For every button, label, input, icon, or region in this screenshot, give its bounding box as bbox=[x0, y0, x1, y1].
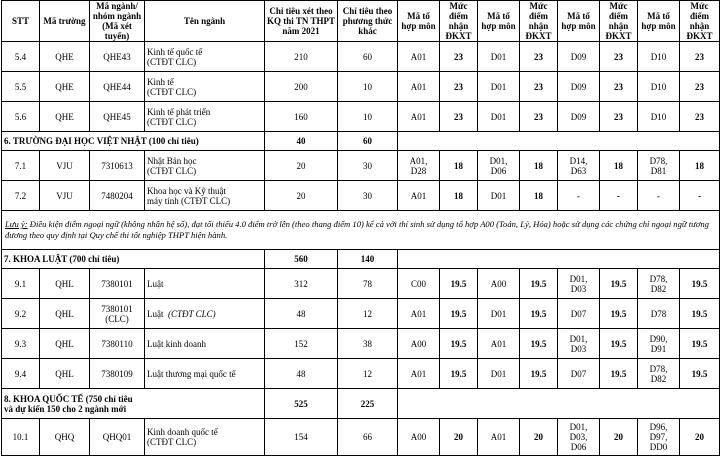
combo-line: D78, bbox=[649, 155, 668, 166]
combo-line: D01, bbox=[569, 422, 588, 432]
score-cell: 19.5 bbox=[520, 299, 558, 329]
score-cell: 19.5 bbox=[440, 359, 478, 389]
combo-cell: D07 bbox=[558, 359, 600, 389]
score-cell: 18 bbox=[520, 181, 558, 211]
table-row bbox=[2, 72, 720, 102]
name-cell bbox=[145, 72, 265, 102]
table-row bbox=[2, 102, 720, 132]
school-cell: VJU bbox=[40, 181, 90, 211]
name-cell bbox=[145, 151, 265, 181]
name-line: Khoa học và Kỹ thuật bbox=[147, 185, 226, 196]
name-cell bbox=[145, 42, 265, 72]
quota-cell: 10 bbox=[338, 72, 398, 102]
combo-cell: D10 bbox=[638, 42, 680, 72]
stt-cell: 7.2 bbox=[2, 181, 40, 211]
header-score: Mức điểm nhận ĐKXT bbox=[520, 1, 558, 42]
quota-cell: 200 bbox=[265, 72, 338, 102]
quota-cell: 60 bbox=[338, 42, 398, 72]
header-row bbox=[2, 1, 720, 42]
combo-cell: A01 bbox=[398, 42, 440, 72]
score-cell: 23 bbox=[600, 72, 638, 102]
combo-cell bbox=[398, 151, 440, 181]
name-cell bbox=[145, 102, 265, 132]
header-quota-other: Chỉ tiêu theo phương thức khác bbox=[338, 1, 398, 42]
combo-cell bbox=[558, 269, 600, 299]
table-row bbox=[2, 359, 720, 389]
table-row bbox=[2, 329, 720, 359]
header-school-code: Mã trường bbox=[40, 1, 90, 42]
name-line: Kinh tế quốc tế bbox=[147, 46, 203, 57]
combo-cell bbox=[638, 419, 680, 456]
combo-line: D90, bbox=[649, 333, 668, 344]
note-text: Điều kiện điểm ngoại ngữ (không nhân hệ số), đạt tối thiểu 4.0 điểm trở lên (theo thang điểm 10) kể cả với thí sinh sử dụng tổ hợp A00 (Toán, Lý, Hóa) hoặc sử dụng các chứng chỉ ngoại ngữ tương đương theo quy định tại Quy chế thi tốt nghiệp THPT hiện hành. bbox=[5, 219, 709, 240]
name-cell: Luật bbox=[145, 269, 265, 299]
combo-cell bbox=[558, 329, 600, 359]
name-line: (CTĐT CLC) bbox=[147, 56, 197, 67]
quota-cell: 152 bbox=[265, 329, 338, 359]
combo-cell: D10 bbox=[638, 72, 680, 102]
combo-cell bbox=[638, 329, 680, 359]
name-cell bbox=[145, 181, 265, 211]
combo-line: D06 bbox=[490, 165, 507, 176]
combo-cell bbox=[638, 151, 680, 181]
quota-cell: 30 bbox=[338, 151, 398, 181]
name-cell: Luật kinh doanh bbox=[145, 329, 265, 359]
combo-cell: A01 bbox=[478, 329, 520, 359]
score-cell: 19.5 bbox=[520, 359, 558, 389]
combo-cell: A01 bbox=[398, 299, 440, 329]
quota-cell: 30 bbox=[338, 181, 398, 211]
score-cell: 23 bbox=[520, 72, 558, 102]
stt-cell: 10.1 bbox=[2, 419, 40, 456]
quota-cell: 12 bbox=[338, 359, 398, 389]
score-cell: 20 bbox=[440, 419, 478, 456]
combo-cell: A00 bbox=[398, 419, 440, 456]
score-cell: 19.5 bbox=[600, 359, 638, 389]
section-quota: 60 bbox=[338, 132, 398, 151]
name-line: Kinh tế phát triển bbox=[147, 106, 211, 117]
code-cell: QHQ01 bbox=[90, 419, 145, 456]
combo-cell: D01 bbox=[478, 102, 520, 132]
note-cell bbox=[2, 211, 720, 250]
table-row bbox=[2, 419, 720, 456]
score-cell: 19.5 bbox=[680, 269, 720, 299]
combo-cell bbox=[558, 151, 600, 181]
score-cell: 19.5 bbox=[440, 329, 478, 359]
code-cell: QHE44 bbox=[90, 72, 145, 102]
section-title-line: và dự kiến 150 cho 2 ngành mới bbox=[4, 403, 127, 414]
stt-cell: 9.3 bbox=[2, 329, 40, 359]
name-line: Nhật Bản học bbox=[147, 155, 197, 166]
note-label: Lưu ý: bbox=[5, 219, 28, 229]
section-title bbox=[2, 389, 265, 419]
score-cell: 19.5 bbox=[680, 359, 720, 389]
section-quota: 140 bbox=[338, 250, 398, 269]
score-cell: 19.5 bbox=[600, 299, 638, 329]
section-row bbox=[2, 250, 720, 269]
section-row bbox=[2, 132, 720, 151]
combo-cell: A01 bbox=[478, 419, 520, 456]
header-major-name: Tên ngành bbox=[145, 1, 265, 42]
note-row bbox=[2, 211, 720, 250]
section-title-line: 8. KHOA QUỐC TẾ (750 chỉ tiêu bbox=[4, 393, 133, 404]
section-quota: 225 bbox=[338, 389, 398, 419]
combo-line: D78, bbox=[649, 363, 668, 374]
score-cell: 19.5 bbox=[440, 299, 478, 329]
combo-cell: A01 bbox=[398, 181, 440, 211]
header-score: Mức điểm nhận ĐKXT bbox=[440, 1, 478, 42]
score-cell: 20 bbox=[680, 419, 720, 456]
score-cell: 23 bbox=[440, 102, 478, 132]
score-cell: 23 bbox=[600, 42, 638, 72]
combo-cell: D10 bbox=[638, 102, 680, 132]
section-title: 6. TRƯỜNG ĐẠI HỌC VIỆT NHẬT (100 chỉ tiêu) bbox=[2, 132, 265, 151]
score-cell: 23 bbox=[440, 42, 478, 72]
combo-line: D03, bbox=[569, 432, 588, 442]
combo-cell: D09 bbox=[558, 42, 600, 72]
table-row bbox=[2, 42, 720, 72]
stt-cell: 7.1 bbox=[2, 151, 40, 181]
school-cell: QHL bbox=[40, 269, 90, 299]
combo-line: D01, bbox=[489, 155, 508, 166]
score-cell: 18 bbox=[520, 151, 558, 181]
combo-line: D63 bbox=[570, 165, 587, 176]
stt-cell: 9.1 bbox=[2, 269, 40, 299]
combo-cell: A00 bbox=[398, 329, 440, 359]
score-cell: 18 bbox=[440, 181, 478, 211]
quota-cell: 154 bbox=[265, 419, 338, 456]
combo-cell: A01 bbox=[398, 72, 440, 102]
combo-line: D06 bbox=[570, 442, 587, 452]
stt-cell: 9.2 bbox=[2, 299, 40, 329]
score-cell: - bbox=[680, 181, 720, 211]
table-row bbox=[2, 151, 720, 181]
combo-line: D82 bbox=[650, 283, 667, 294]
header-score: Mức điểm nhận ĐKXT bbox=[680, 1, 720, 42]
section-quota: 525 bbox=[265, 389, 338, 419]
score-cell: 19.5 bbox=[600, 269, 638, 299]
combo-cell: D01 bbox=[478, 72, 520, 102]
combo-cell: D01 bbox=[478, 181, 520, 211]
score-cell: 23 bbox=[520, 102, 558, 132]
combo-line: D91 bbox=[650, 343, 667, 354]
section-quota: 560 bbox=[265, 250, 338, 269]
combo-line: D01, bbox=[569, 333, 588, 344]
quota-cell: 12 bbox=[338, 299, 398, 329]
stt-cell: 5.4 bbox=[2, 42, 40, 72]
combo-line: D78, bbox=[649, 273, 668, 284]
combo-cell: D09 bbox=[558, 102, 600, 132]
combo-line: D03 bbox=[570, 343, 587, 354]
name-line: Kinh tế bbox=[147, 76, 174, 87]
code-line: (CLC) bbox=[105, 313, 129, 324]
quota-cell: 38 bbox=[338, 329, 398, 359]
combo-cell: D01 bbox=[478, 42, 520, 72]
header-quota-exam: Chỉ tiêu xét theo KQ thi TN THPT năm 2021 bbox=[265, 1, 338, 42]
quota-cell: 66 bbox=[338, 419, 398, 456]
header-combo: Mã tổ hợp môn bbox=[478, 1, 520, 42]
combo-cell bbox=[478, 151, 520, 181]
combo-line: D03 bbox=[570, 283, 587, 294]
combo-line: D82 bbox=[650, 373, 667, 384]
code-cell: QHE43 bbox=[90, 42, 145, 72]
score-cell: 19.5 bbox=[520, 329, 558, 359]
stt-cell: 5.5 bbox=[2, 72, 40, 102]
code-cell: 7380110 bbox=[90, 329, 145, 359]
school-cell: QHE bbox=[40, 72, 90, 102]
header-combo: Mã tổ hợp môn bbox=[638, 1, 680, 42]
combo-cell: D01 bbox=[478, 299, 520, 329]
name-cell: Luật thương mại quốc tế bbox=[145, 359, 265, 389]
quota-cell: 10 bbox=[338, 102, 398, 132]
table-row bbox=[2, 269, 720, 299]
score-cell: 19.5 bbox=[520, 269, 558, 299]
stt-cell: 9.4 bbox=[2, 359, 40, 389]
quota-cell: 312 bbox=[265, 269, 338, 299]
combo-line: D01, bbox=[569, 273, 588, 284]
quota-cell: 160 bbox=[265, 102, 338, 132]
combo-line: D96, bbox=[649, 422, 668, 432]
section-title: 7. KHOA LUẬT (700 chỉ tiêu) bbox=[2, 250, 265, 269]
combo-line: D97, bbox=[649, 432, 668, 442]
combo-line: D14, bbox=[569, 155, 588, 166]
school-cell: VJU bbox=[40, 151, 90, 181]
combo-cell bbox=[638, 359, 680, 389]
section-empty bbox=[398, 389, 720, 419]
code-cell bbox=[90, 299, 145, 329]
name-line: (CTĐT CLC) bbox=[147, 165, 197, 176]
section-empty bbox=[398, 132, 720, 151]
quota-cell: 48 bbox=[265, 359, 338, 389]
admission-table bbox=[1, 0, 720, 456]
section-empty bbox=[398, 250, 720, 269]
combo-cell: D01 bbox=[478, 359, 520, 389]
quota-cell: 78 bbox=[338, 269, 398, 299]
quota-cell: 20 bbox=[265, 181, 338, 211]
code-cell: 7380109 bbox=[90, 359, 145, 389]
table-row bbox=[2, 181, 720, 211]
section-quota: 40 bbox=[265, 132, 338, 151]
score-cell: 20 bbox=[520, 419, 558, 456]
name-line: (CTĐT CLC) bbox=[168, 308, 216, 319]
header-major-code: Mã ngành/ nhóm ngành (Mã xét tuyển) bbox=[90, 1, 145, 42]
name-line: (CTĐT CLC) bbox=[147, 437, 197, 447]
name-line: Luật bbox=[147, 308, 164, 319]
school-cell: QHL bbox=[40, 359, 90, 389]
combo-line: DD0 bbox=[649, 442, 668, 452]
header-combo: Mã tổ hợp môn bbox=[558, 1, 600, 42]
name-cell bbox=[145, 299, 265, 329]
combo-cell: A01 bbox=[398, 359, 440, 389]
score-cell: 19.5 bbox=[680, 299, 720, 329]
code-cell: 7310613 bbox=[90, 151, 145, 181]
name-line: Kinh doanh quốc tế bbox=[147, 427, 218, 437]
combo-cell: D09 bbox=[558, 72, 600, 102]
score-cell: 23 bbox=[680, 72, 720, 102]
code-cell: 7380101 bbox=[90, 269, 145, 299]
score-cell: 18 bbox=[600, 151, 638, 181]
combo-cell: D78 bbox=[638, 299, 680, 329]
combo-line: D28 bbox=[410, 165, 427, 176]
combo-line: D81 bbox=[650, 165, 667, 176]
school-cell: QHL bbox=[40, 329, 90, 359]
combo-cell: - bbox=[638, 181, 680, 211]
code-line: 7380101 bbox=[101, 303, 133, 314]
stt-cell: 5.6 bbox=[2, 102, 40, 132]
school-cell: QHQ bbox=[40, 419, 90, 456]
school-cell: QHE bbox=[40, 42, 90, 72]
name-cell bbox=[145, 419, 265, 456]
code-cell: 7480204 bbox=[90, 181, 145, 211]
header-stt: STT bbox=[2, 1, 40, 42]
score-cell: 20 bbox=[600, 419, 638, 456]
section-row bbox=[2, 389, 720, 419]
score-cell: 18 bbox=[680, 151, 720, 181]
header-score: Mức điểm nhận ĐKXT bbox=[600, 1, 638, 42]
score-cell: 18 bbox=[440, 151, 478, 181]
quota-cell: 48 bbox=[265, 299, 338, 329]
score-cell: 19.5 bbox=[600, 329, 638, 359]
name-line: máy tính (CTĐT CLC) bbox=[147, 195, 231, 206]
combo-cell: D07 bbox=[558, 299, 600, 329]
table-row bbox=[2, 299, 720, 329]
name-line: (CTĐT CLC) bbox=[147, 86, 197, 97]
score-cell: 23 bbox=[680, 102, 720, 132]
combo-cell: - bbox=[558, 181, 600, 211]
quota-cell: 20 bbox=[265, 151, 338, 181]
combo-cell: A00 bbox=[478, 269, 520, 299]
combo-cell bbox=[558, 419, 600, 456]
score-cell: 23 bbox=[520, 42, 558, 72]
code-cell: QHE45 bbox=[90, 102, 145, 132]
score-cell: 23 bbox=[680, 42, 720, 72]
name-line: (CTĐT CLC) bbox=[147, 116, 197, 127]
combo-line: A01, bbox=[409, 155, 428, 166]
school-cell: QHL bbox=[40, 299, 90, 329]
combo-cell: A01 bbox=[398, 102, 440, 132]
school-cell: QHE bbox=[40, 102, 90, 132]
score-cell: 19.5 bbox=[680, 329, 720, 359]
score-cell: 23 bbox=[600, 102, 638, 132]
combo-cell bbox=[638, 269, 680, 299]
header-combo: Mã tổ hợp môn bbox=[398, 1, 440, 42]
combo-cell: C00 bbox=[398, 269, 440, 299]
quota-cell: 210 bbox=[265, 42, 338, 72]
score-cell: - bbox=[600, 181, 638, 211]
score-cell: 23 bbox=[440, 72, 478, 102]
score-cell: 19.5 bbox=[440, 269, 478, 299]
